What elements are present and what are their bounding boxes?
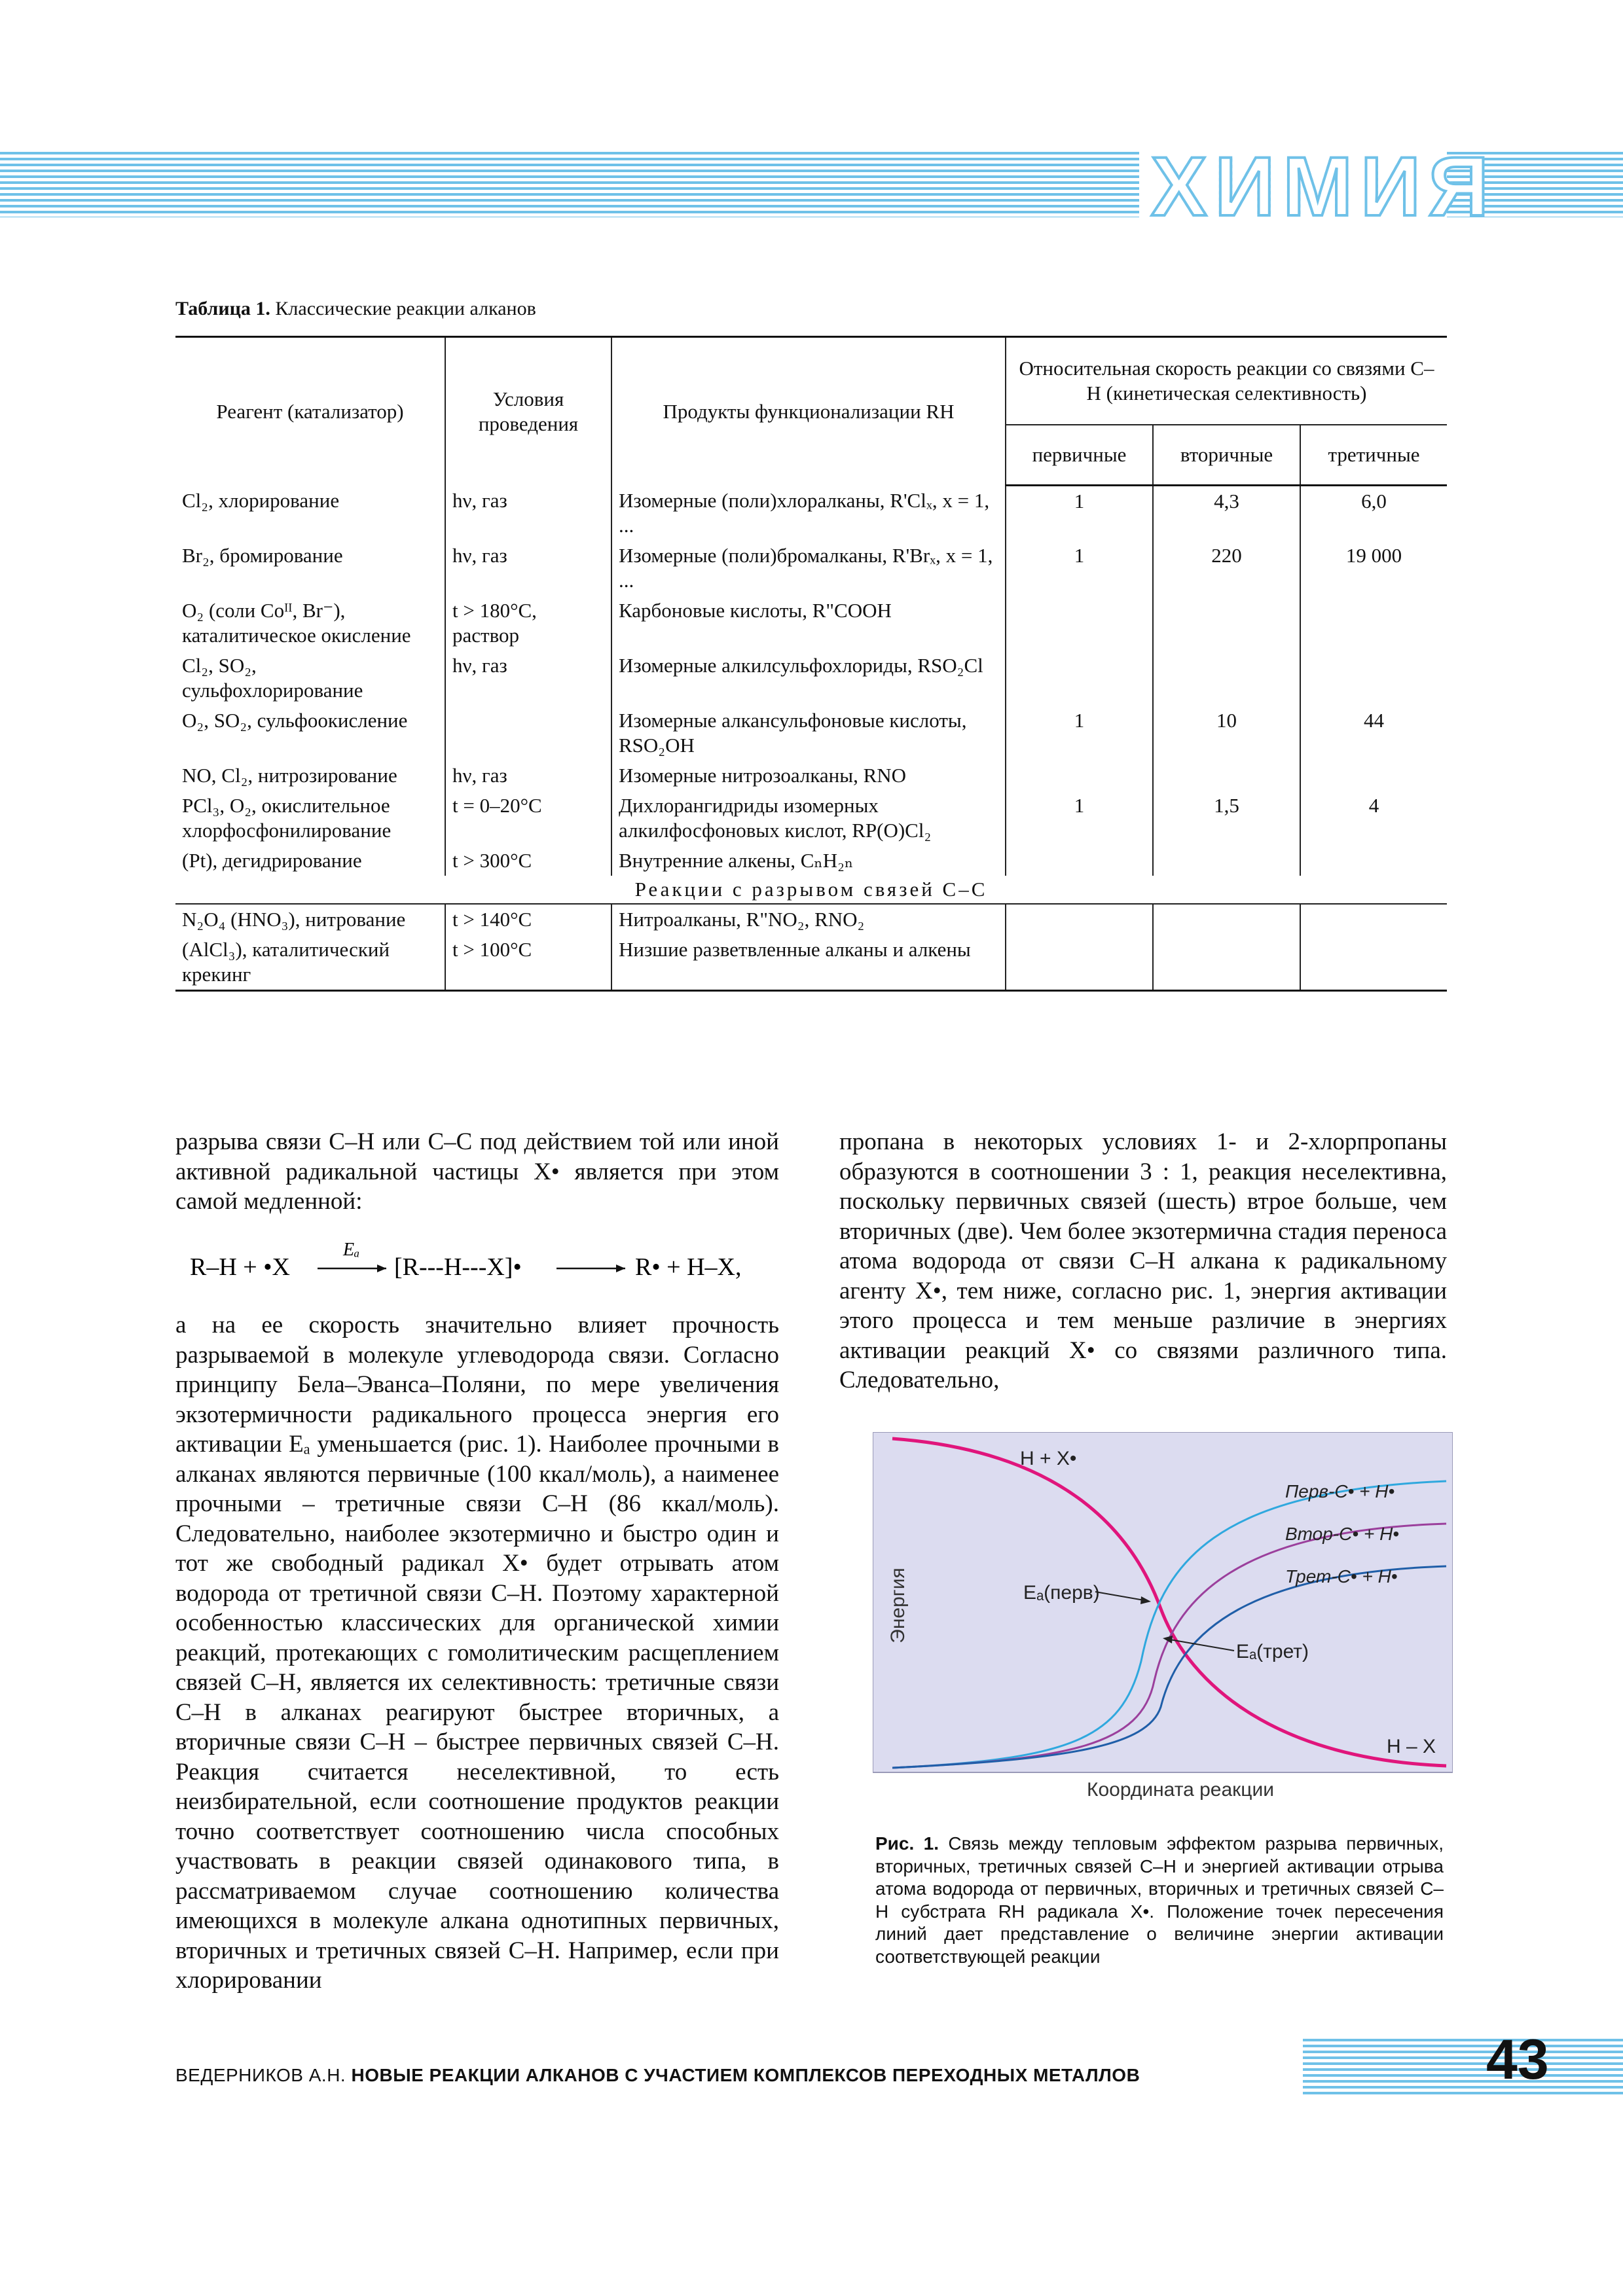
header-secondary: вторичные	[1153, 425, 1300, 486]
figure-caption-text: Связь между тепловым эффектом разрыва первичных, вторичных, третичных связей C–H и энергией активации отрыва атома водорода от первичных, вторичных и третичных связей C–H субстрата RH радикала X•. Положение точек пересечения линий дает представление о величине энергии активации соответствующей реакции	[875, 1833, 1444, 1967]
cell-primary	[1006, 651, 1153, 706]
figure-caption-label: Рис. 1.	[875, 1833, 939, 1854]
cell-reagent: (AlCl₃), каталитический крекинг	[175, 935, 445, 991]
cell-conditions: t > 140°C	[445, 904, 611, 935]
table-separator: Реакции с разрывом связей C–C	[175, 876, 1447, 904]
label-ea-primary: Eₐ(перв)	[1023, 1582, 1100, 1604]
eq-lhs: R–H + •X	[190, 1253, 290, 1281]
cell-secondary	[1153, 761, 1300, 791]
cell-reagent: O₂, SO₂, сульфоокисление	[175, 706, 445, 761]
eq-rhs: R• + H–X,	[635, 1253, 742, 1281]
cell-secondary: 4,3	[1153, 486, 1300, 541]
eq-arrow-head-1	[377, 1265, 386, 1272]
header-tertiary: третичные	[1300, 425, 1447, 486]
cell-conditions: t > 300°C	[445, 846, 611, 876]
eq-ea: Eₐ	[343, 1240, 360, 1260]
right-paragraph-1: пропана в некоторых условиях 1- и 2-хлорпропаны образуются в соотношении 3 : 1, реакция неселективна, поскольку первичных связей (шесть) втрое больше, чем вторичных (две). Чем более экзотермична стадия переноса атома водорода от связи C–H алкана к радикальному агенту X•, тем ниже, согласно рис. 1, энергия активации этого процесса и тем меньше различие в энергиях активации реакций X• со связями различного типа. Следовательно,	[839, 1128, 1447, 1393]
table-row	[175, 651, 1447, 706]
cell-products: Карбоновые кислоты, R"COOH	[611, 596, 1006, 651]
cell-secondary	[1153, 935, 1300, 991]
cell-conditions: t = 0–20°C	[445, 791, 611, 846]
label-secondary: Втор-C• + H•	[1285, 1524, 1400, 1544]
cell-tertiary	[1300, 935, 1447, 991]
header-products: Продукты функционализации RH	[611, 337, 1006, 486]
cell-conditions	[445, 706, 611, 761]
cell-reagent: Br₂, бромирование	[175, 541, 445, 596]
cell-products: Изомерные (поли)хлоралканы, R'Clₓ, x = 1, ...	[611, 486, 1006, 541]
y-axis-label: Энергия	[887, 1568, 909, 1643]
cell-products: Изомерные (поли)бромалканы, R'Brₓ, x = 1, ...	[611, 541, 1006, 596]
header-primary: первичные	[1006, 425, 1153, 486]
cell-reagent: (Pt), дегидрирование	[175, 846, 445, 876]
cell-products: Дихлорангидриды изомерных алкилфосфоновых кислот, RP(O)Cl₂	[611, 791, 1006, 846]
label-h-x: H – X	[1387, 1736, 1436, 1757]
label-primary: Перв-C• + H•	[1285, 1481, 1395, 1501]
cell-tertiary	[1300, 596, 1447, 651]
table-separator-row	[175, 876, 1447, 904]
label-tertiary: Трет-C• + H•	[1285, 1566, 1398, 1587]
footer-stripes	[1303, 2039, 1447, 2098]
reactions-table	[175, 336, 1447, 992]
figure-caption	[875, 1833, 1444, 1968]
cell-conditions: hν, газ	[445, 761, 611, 791]
cell-conditions: t > 180°C, раствор	[445, 596, 611, 651]
cell-conditions: t > 100°C	[445, 935, 611, 991]
cell-reagent: Cl₂, SO₂, сульфохлорирование	[175, 651, 445, 706]
table-row	[175, 935, 1447, 991]
table-row	[175, 596, 1447, 651]
cell-tertiary: 44	[1364, 708, 1384, 732]
cell-products: Внутренние алкены, CₙH₂ₙ	[611, 846, 1006, 876]
cell-primary	[1006, 935, 1153, 991]
running-footer	[175, 2065, 1140, 2086]
cell-tertiary	[1300, 846, 1447, 876]
cell-secondary	[1153, 846, 1300, 876]
header-rate: Относительная скорость реакции со связями C–H (кинетическая селективность)	[1006, 337, 1447, 425]
x-axis-label: Координата реакции	[1087, 1779, 1274, 1801]
cell-reagent: NO, Cl₂, нитрозирование	[175, 761, 445, 791]
table-row	[175, 761, 1447, 791]
cell-conditions: hν, газ	[445, 651, 611, 706]
cell-reagent: N₂O₄ (HNO₃), нитрование	[175, 904, 445, 935]
eq-transition-state: [R---H---X]•	[394, 1253, 522, 1281]
cell-secondary: 220	[1153, 541, 1300, 596]
table-row	[175, 791, 1447, 846]
cell-primary: 1	[1006, 706, 1153, 761]
eq-arrow-head-2	[616, 1265, 625, 1272]
reaction-equation	[190, 1230, 779, 1302]
table-caption-label: Таблица 1.	[175, 298, 270, 319]
cell-reagent: Cl₂, хлорирование	[175, 486, 445, 541]
cell-primary	[1006, 596, 1153, 651]
right-column	[839, 1127, 1447, 1395]
cell-conditions: hν, газ	[445, 486, 611, 541]
cell-secondary	[1153, 596, 1300, 651]
cell-products: Низшие разветвленные алканы и алкены	[611, 935, 1006, 991]
cell-primary: 1	[1006, 541, 1153, 596]
cell-tertiary	[1300, 904, 1447, 935]
cell-secondary	[1153, 904, 1300, 935]
page-number: 43	[1486, 2028, 1549, 2091]
left-column-bottom	[175, 1310, 779, 1996]
header-reagent: Реагент (катализатор)	[175, 337, 445, 486]
cell-products: Нитроалканы, R"NO₂, RNO₂	[611, 904, 1006, 935]
table-row	[175, 904, 1447, 935]
cell-primary	[1006, 761, 1153, 791]
cell-secondary	[1153, 651, 1300, 706]
cell-primary	[1006, 904, 1153, 935]
cell-reagent: PCl₃, O₂, окислительное хлорфосфонилирование	[175, 791, 445, 846]
cell-primary	[1006, 846, 1153, 876]
cell-tertiary: 4	[1368, 793, 1379, 817]
cell-secondary: 10	[1153, 706, 1300, 761]
cell-primary: 1	[1006, 791, 1153, 846]
cell-products: Изомерные алкансульфоновые кислоты, RSO₂OH	[611, 706, 1006, 761]
table-caption-text: Классические реакции алканов	[275, 298, 536, 319]
cell-tertiary	[1300, 761, 1447, 791]
table-row	[175, 541, 1447, 596]
cell-tertiary: 19 000	[1345, 543, 1402, 567]
cell-primary: 1	[1006, 486, 1153, 541]
cell-reagent: O₂ (соли Coᴵᴵ, Br⁻), каталитическое окисление	[175, 596, 445, 651]
label-ea-tertiary: Eₐ(трет)	[1236, 1641, 1309, 1662]
cell-tertiary: 6,0	[1361, 490, 1387, 512]
table-row	[175, 706, 1447, 761]
left-column-top	[175, 1127, 779, 1217]
left-paragraph-1: разрыва связи C–H или C–C под действием той или иной активной радикальной частицы X• является при этом самой медленной:	[175, 1128, 779, 1215]
section-title-box	[1139, 140, 1497, 234]
cell-tertiary	[1300, 651, 1447, 706]
section-title: ХИМИЯ	[1151, 140, 1497, 234]
label-h-plus-x: H + X•	[1020, 1448, 1077, 1469]
cell-products: Изомерные алкилсульфохлориды, RSO₂Cl	[611, 651, 1006, 706]
cell-secondary: 1,5	[1153, 791, 1300, 846]
cell-conditions: hν, газ	[445, 541, 611, 596]
table-caption	[175, 298, 536, 320]
cell-products: Изомерные нитрозоалканы, RNO	[611, 761, 1006, 791]
table-row	[175, 846, 1447, 876]
left-paragraph-2: а на ее скорость значительно влияет прочность разрываемой в молекуле углеводорода связи. Согласно принципу Бела–Эванса–Поляни, по мере увеличения экзотермичности радикального процесса энергия его активации Eₐ уменьшается (рис. 1). Наиболее прочными в алканах являются первичные (100 ккал/моль), а наименее прочными – третичные связи C–H (86 ккал/моль). Следовательно, наиболее экзотермично и быстро один и тот же свободный радикал X• будет отрывать атом водорода от третичной связи C–H. Поэтому характерной особенностью классических для органической химии реакций, протекающих с гомолитическим расщеплением связей C–H, является их селективность: третичные связи C–H в алканах реагируют быстрее вторичных, а вторичные связи C–H – быстрее первичных связей C–H. Реакция считается неселективной, то есть неизбирательной, если соотношение продуктов реакции точно соответствует соотношению числа способных участвовать в реакции связей одинакового типа, в рассматриваемом случае соотношению количества имеющихся в молекуле алкана однотипных первичных, вторичных и третичных связей C–H. Например, если при хлорировании	[175, 1312, 779, 1994]
header-conditions: Условия проведения	[445, 337, 611, 486]
footer-title: НОВЫЕ РЕАКЦИИ АЛКАНОВ С УЧАСТИЕМ КОМПЛЕКСОВ ПЕРЕХОДНЫХ МЕТАЛЛОВ	[351, 2065, 1140, 2085]
energy-figure	[873, 1432, 1453, 1808]
table-row	[175, 486, 1447, 541]
footer-author: ВЕДЕРНИКОВ А.Н.	[175, 2065, 346, 2085]
